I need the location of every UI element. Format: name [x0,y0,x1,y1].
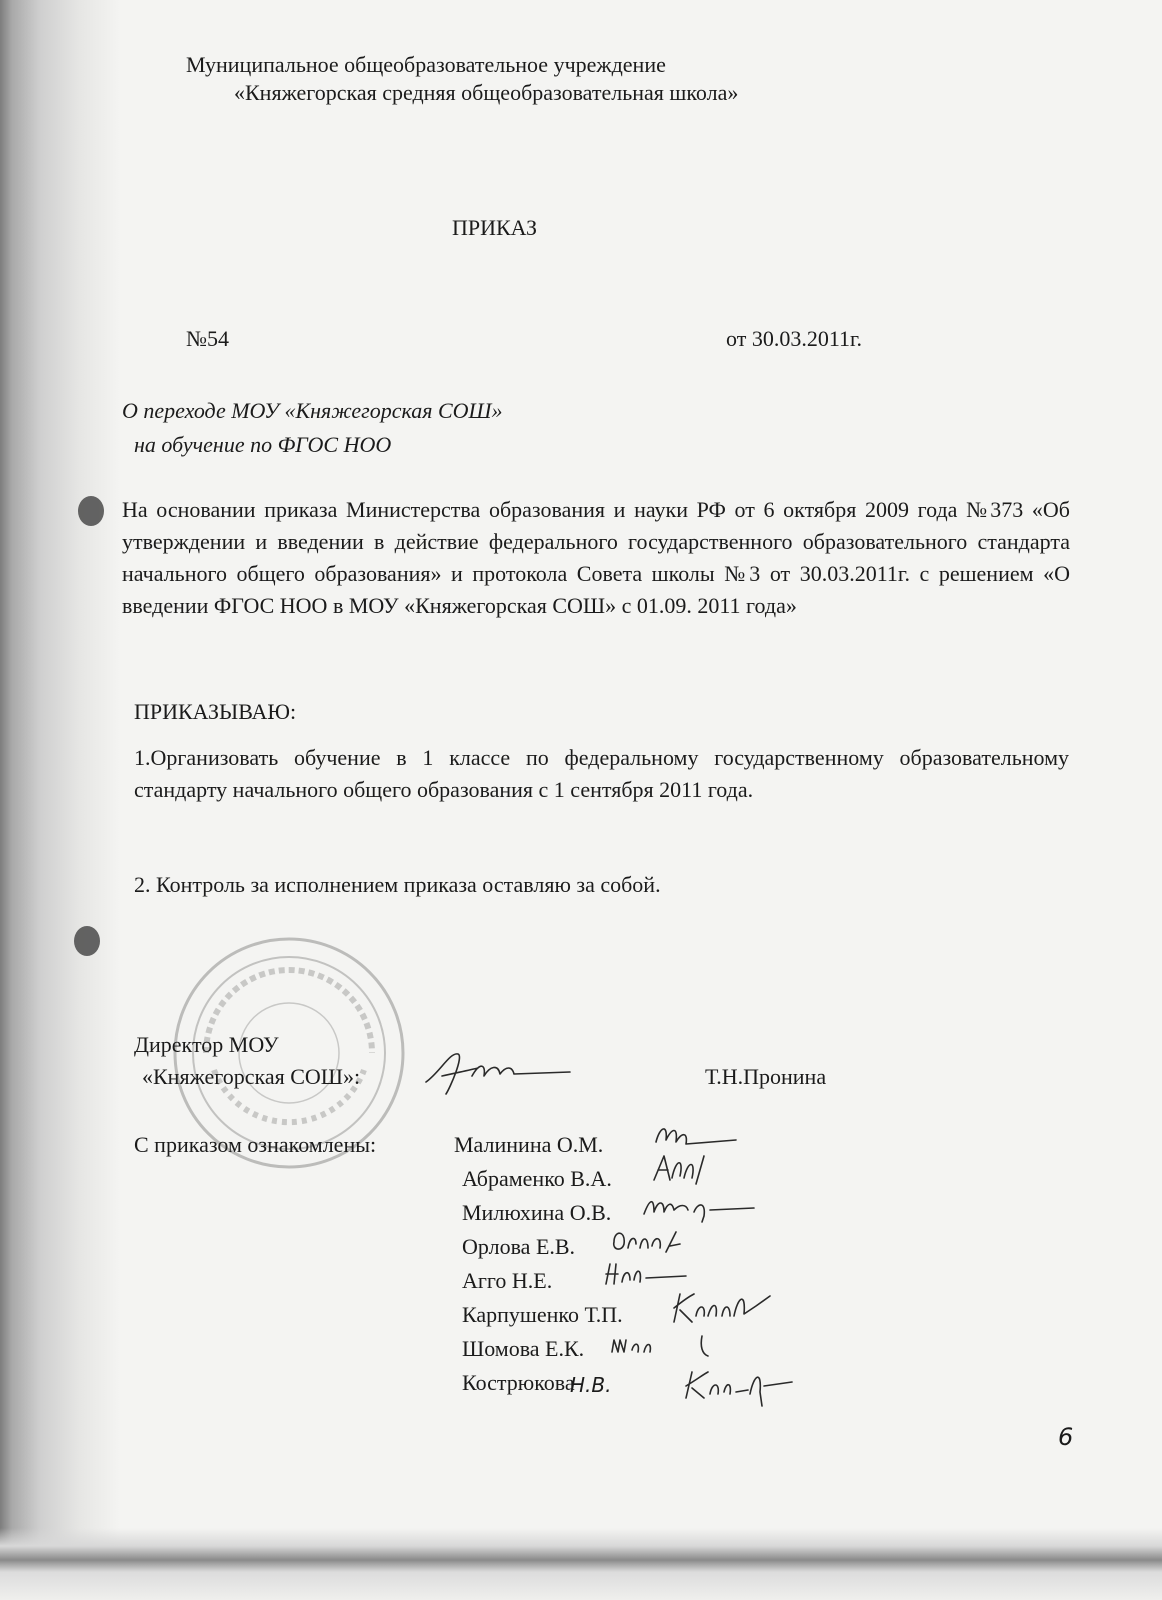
order-date: от 30.03.2011г. [726,326,863,351]
ack-name-7: Шомова Е.К. [462,1336,585,1361]
signature-shomova [606,1328,716,1362]
ack-name-2: Абраменко В.А. [462,1166,612,1191]
scan-shadow-bottom [0,1528,1162,1600]
order-item-2: 2. Контроль за исполнением приказа оставляю за собой. [134,872,661,897]
ack-name-8-handwritten-initials: Н.В. [570,1373,612,1397]
basis-paragraph: На основании приказа Министерства образования и науки РФ от 6 октября 2009 года №373 «Об утверждении и введении в действие федерального государственного образовательного стандарта начального общего образования» и протокола Совета школы №3 от 30.03.2011г. с решением «О введении ФГОС НОО в МОУ «Княжегорская СОШ» с 01.09. 2011 года» [122,497,1070,618]
signature-orlova [608,1222,688,1260]
order-word: ПРИКАЗЫВАЮ: [134,699,297,724]
binder-hole-top [78,496,104,526]
document-title: ПРИКАЗ [452,215,538,240]
director-signature [420,1042,580,1102]
signature-karpushenko [666,1286,776,1330]
subject-line-2: на обучение по ФГОС НОО [134,432,392,457]
signature-kostryukova [678,1364,798,1412]
ack-name-1: Малинина О.М. [454,1132,604,1157]
order-number: №54 [186,326,229,351]
signature-malinina [650,1118,740,1154]
ack-name-8: Кострюкова [462,1370,575,1395]
scan-shadow-left [0,0,120,1600]
signature-milyukhina [640,1188,760,1224]
ack-name-5: Агго Н.Е. [462,1268,553,1293]
subject-line-1: О переходе МОУ «Княжегорская СОШ» [122,398,503,423]
binder-hole-bottom [74,926,100,956]
signature-abramenko [650,1150,710,1190]
order-item-1: 1.Организовать обучение в 1 классе по федеральному государственному образовательному стандарту начального общего образования с 1 сентября 2011 года. [134,745,1069,802]
director-title-line-2: «Княжегорская СОШ»: [142,1064,361,1089]
ack-name-3: Милюхина О.В. [462,1200,612,1225]
page-number-handwritten: 6 [1058,1423,1074,1451]
ack-name-4: Орлова Е.В. [462,1234,576,1259]
director-title-line-1: Директор МОУ [134,1032,279,1057]
institution-line-1: Муниципальное общеобразовательное учреждение [186,52,666,77]
institution-line-2: «Княжегорская средняя общеобразовательная школа» [234,80,739,105]
ack-name-6: Карпушенко Т.П. [462,1302,623,1327]
acknowledged-label: С приказом ознакомлены: [134,1132,377,1157]
director-name: Т.Н.Пронина [705,1064,827,1089]
